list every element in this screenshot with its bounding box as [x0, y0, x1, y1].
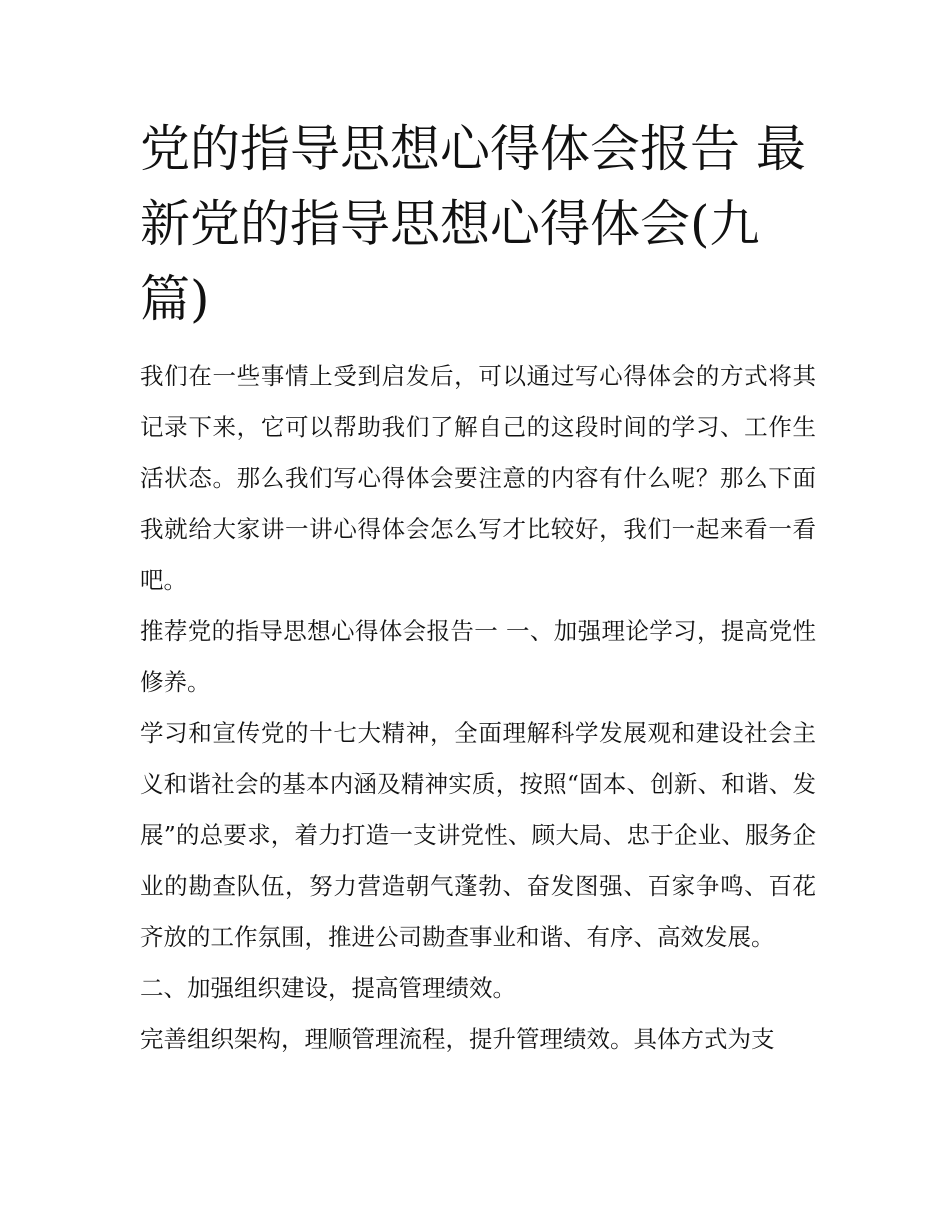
paragraph-section-2-heading: 二、加强组织建设，提高管理绩效。	[140, 974, 516, 1002]
paragraph-section-1-heading: 推荐党的指导思想心得体会报告一 一、加强理论学习，提高党性修养。	[140, 617, 816, 696]
document-title: 党的指导思想心得体会报告 最新党的指导思想心得体会(九篇)	[140, 120, 806, 328]
document-body	[140, 112, 816, 1065]
paragraph-section-2-body: 完善组织架构，理顺管理流程，提升管理绩效。具体方式为支	[140, 1025, 775, 1053]
paragraph-section-1-body: 学习和宣传党的十七大精神，全面理解科学发展观和建设社会主义和谐社会的基本内涵及精神实质，按照“固本、创新、和谐、发展”的总要求，着力打造一支讲党性、顾大局、忠于企业、服务企业的勘查队伍，努力营造朝气蓬勃、奋发图强、百家争鸣、百花齐放的工作氛围，推进公司勘查事业和谐、有序、高效发展。	[140, 719, 816, 951]
paragraph-intro: 我们在一些事情上受到启发后，可以通过写心得体会的方式将其记录下来，它可以帮助我们了解自己的这段时间的学习、工作生活状态。那么我们写心得体会要注意的内容有什么呢？那么下面我就给大家讲一讲心得体会怎么写才比较好，我们一起来看一看吧。	[140, 362, 816, 594]
